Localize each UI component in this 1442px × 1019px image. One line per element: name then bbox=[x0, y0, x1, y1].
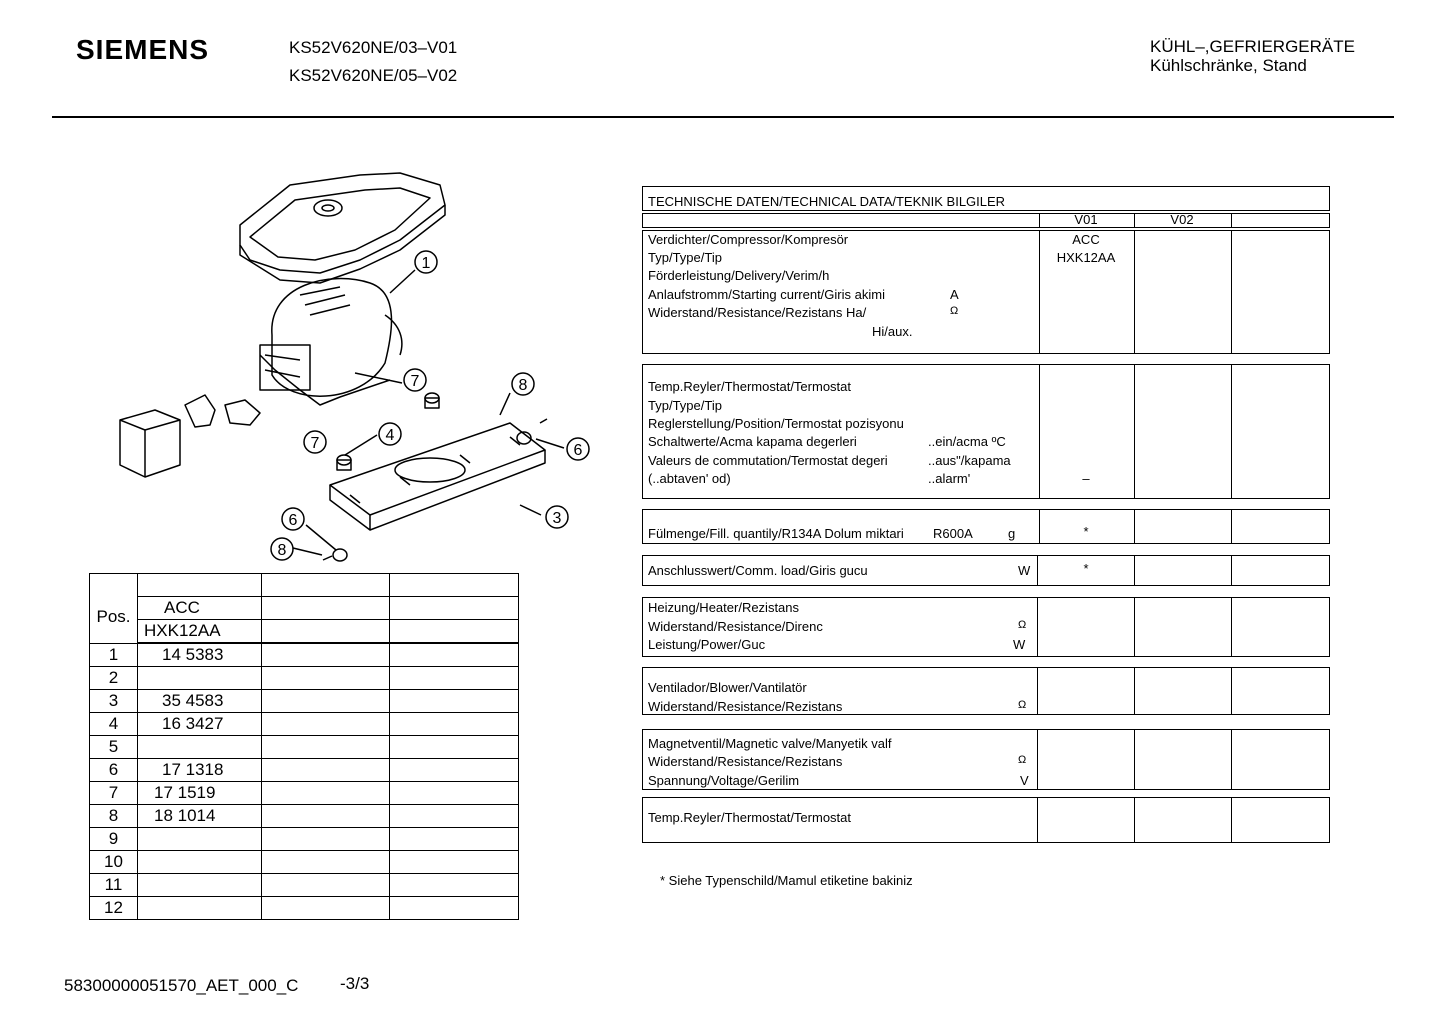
brand-logo: SIEMENS bbox=[76, 34, 210, 65]
compressor-l6: Hi/aux. bbox=[872, 324, 913, 339]
part-number-cell bbox=[138, 851, 262, 874]
valve-l2: Widerstand/Resistance/Rezistans bbox=[648, 754, 843, 769]
grommets-drawing bbox=[323, 393, 547, 561]
fill-label: Fülmenge/Fill. quantily/R134A Dolum miktari bbox=[648, 526, 904, 541]
callout-3: 3 bbox=[552, 510, 562, 527]
load-unit: W bbox=[1018, 563, 1031, 578]
callout-7a: 7 bbox=[410, 373, 420, 390]
valve-l2-unit: Ω bbox=[1018, 754, 1027, 766]
parts-header-line2: HXK12AA bbox=[138, 620, 262, 644]
valve-l1: Magnetventil/Magnetic valve/Manyetik valf bbox=[648, 736, 892, 751]
part-number-cell bbox=[138, 828, 262, 851]
footnote: * Siehe Typenschild/Mamul etiketine bakiniz bbox=[660, 873, 913, 888]
thermostat-l5: Valeurs de commutation/Termostat degeri bbox=[648, 453, 888, 468]
model-number-2: KS52V620NE/05–V02 bbox=[289, 66, 458, 85]
fill-unit: g bbox=[1008, 526, 1016, 541]
thermostat-l6: (..abtaven' od) bbox=[648, 471, 731, 486]
thermostat-l4: Schaltwerte/Acma kapama degerleri bbox=[648, 434, 857, 449]
compressor-drawing bbox=[260, 279, 402, 405]
part-number-cell: 35 4583 bbox=[138, 690, 262, 713]
pos-cell: 8 bbox=[90, 805, 138, 828]
callout-8b: 8 bbox=[277, 542, 287, 559]
part-number-cell: 18 1014 bbox=[138, 805, 262, 828]
compressor-v01-2: HXK12AA bbox=[1056, 250, 1116, 265]
thermostat-l4-right: ..ein/acma ºC bbox=[928, 434, 1006, 449]
part-number-cell: 17 1318 bbox=[138, 759, 262, 782]
thermostat2-l1: Temp.Reyler/Thermostat/Termostat bbox=[648, 810, 852, 825]
heater-l3-unit: W bbox=[1013, 637, 1026, 652]
drip-tray-drawing bbox=[240, 173, 445, 283]
callout-7b: 7 bbox=[310, 435, 320, 452]
part-number-cell bbox=[138, 874, 262, 897]
pos-cell: 6 bbox=[90, 759, 138, 782]
exploded-parts-diagram bbox=[100, 165, 600, 570]
blower-l1: Ventilador/Blower/Vantilatör bbox=[648, 680, 807, 695]
load-v01: * bbox=[1083, 561, 1089, 576]
compressor-l5-unit: Ω bbox=[950, 305, 959, 317]
valve-l3: Spannung/Voltage/Gerilim bbox=[648, 773, 800, 788]
part-number-cell: 17 1519 bbox=[138, 782, 262, 805]
compressor-l4-unit: A bbox=[950, 287, 959, 302]
col-v02-label: V02 bbox=[1170, 212, 1194, 227]
pos-header: Pos. bbox=[90, 574, 138, 644]
pos-cell: 12 bbox=[90, 897, 138, 920]
mounting-rail-drawing bbox=[330, 423, 545, 530]
compressor-l1: Verdichter/Compressor/Kompresör bbox=[648, 232, 849, 247]
compressor-l4: Anlaufstromm/Starting current/Giris akimi bbox=[648, 287, 885, 302]
pos-cell: 7 bbox=[90, 782, 138, 805]
compressor-l5: Widerstand/Resistance/Rezistans Ha/ bbox=[648, 305, 867, 320]
pos-cell: 11 bbox=[90, 874, 138, 897]
pos-cell: 5 bbox=[90, 736, 138, 759]
model-number-1: KS52V620NE/03–V01 bbox=[289, 38, 458, 57]
heater-l3: Leistung/Power/Guc bbox=[648, 637, 766, 652]
valve-l3-unit: V bbox=[1020, 773, 1029, 788]
heater-l2-unit: Ω bbox=[1018, 619, 1027, 631]
thermostat-l2: Typ/Type/Tip bbox=[648, 398, 722, 413]
relay-drawing bbox=[120, 395, 260, 477]
callout-4: 4 bbox=[385, 427, 395, 444]
thermostat-l6-right: ..alarm' bbox=[928, 471, 971, 486]
blower-l2: Widerstand/Resistance/Rezistans bbox=[648, 699, 843, 714]
thermostat-l1: Temp.Reyler/Thermostat/Termostat bbox=[648, 379, 852, 394]
pos-cell: 9 bbox=[90, 828, 138, 851]
callout-8a: 8 bbox=[518, 377, 528, 394]
load-label: Anschlusswert/Comm. load/Giris gucu bbox=[648, 563, 868, 578]
callout-6b: 6 bbox=[288, 512, 298, 529]
compressor-v01-1: ACC bbox=[1072, 232, 1100, 247]
part-number-cell bbox=[138, 736, 262, 759]
parts-header-line1: ACC bbox=[138, 597, 262, 620]
col-v01-label: V01 bbox=[1074, 212, 1098, 227]
document-id: 58300000051570_AET_000_C bbox=[64, 976, 299, 995]
pos-cell: 4 bbox=[90, 713, 138, 736]
callout-6a: 6 bbox=[573, 442, 583, 459]
callout-1: 1 bbox=[421, 255, 431, 272]
pos-cell: 10 bbox=[90, 851, 138, 874]
blower-l2-unit: Ω bbox=[1018, 699, 1027, 711]
page-number: -3/3 bbox=[340, 974, 370, 993]
compressor-l3: Förderleistung/Delivery/Verim/h bbox=[648, 268, 830, 283]
pos-cell: 1 bbox=[90, 643, 138, 667]
part-number-cell bbox=[138, 897, 262, 920]
thermostat-v01: – bbox=[1082, 471, 1090, 486]
header-rule bbox=[52, 116, 1394, 118]
compressor-l2: Typ/Type/Tip bbox=[648, 250, 722, 265]
part-number-cell: 16 3427 bbox=[138, 713, 262, 736]
parts-table bbox=[89, 573, 519, 920]
tech-title: TECHNISCHE DATEN/TECHNICAL DATA/TEKNIK BILGILER bbox=[648, 194, 1006, 209]
thermostat-l5-right: ..aus"/kapama bbox=[928, 453, 1011, 468]
pos-cell: 2 bbox=[90, 667, 138, 690]
heater-l1: Heizung/Heater/Rezistans bbox=[648, 600, 800, 615]
fill-gas: R600A bbox=[933, 526, 973, 541]
category-title: KÜHL–,GEFRIERGERÄTE bbox=[1150, 37, 1355, 56]
category-subtitle: Kühlschränke, Stand bbox=[1150, 56, 1307, 75]
thermostat-l3: Reglerstellung/Position/Termostat pozisyonu bbox=[648, 416, 904, 431]
pos-cell: 3 bbox=[90, 690, 138, 713]
part-number-cell bbox=[138, 667, 262, 690]
part-number-cell: 14 5383 bbox=[138, 643, 262, 667]
fill-v01: * bbox=[1083, 524, 1089, 539]
heater-l2: Widerstand/Resistance/Direnc bbox=[648, 619, 823, 634]
